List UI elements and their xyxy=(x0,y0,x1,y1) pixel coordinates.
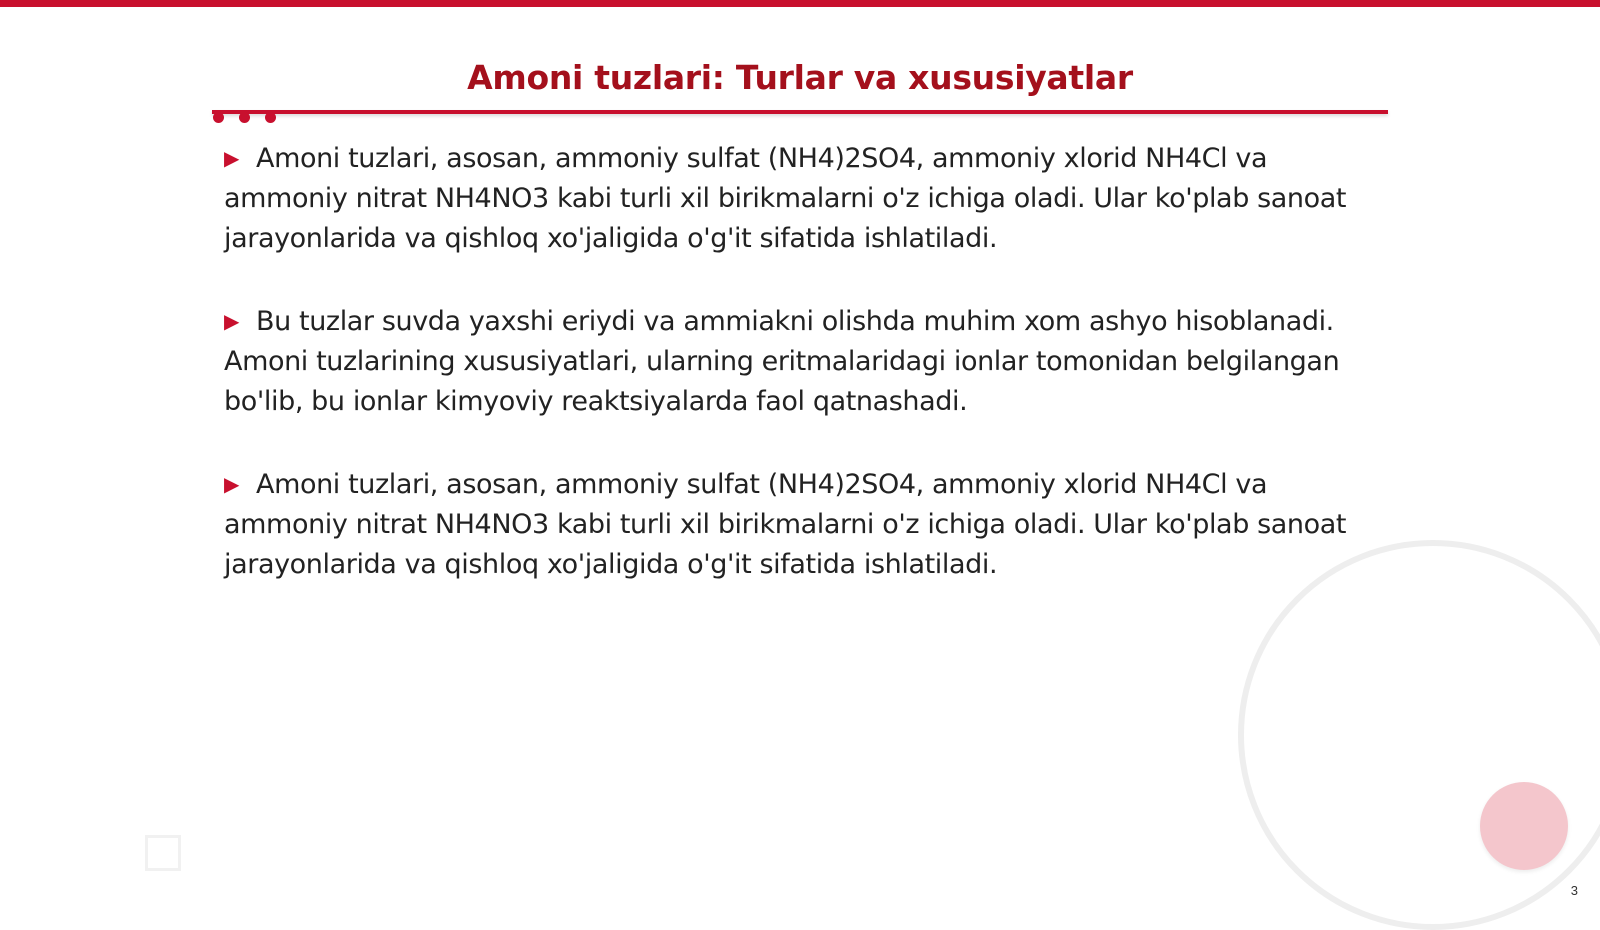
decorative-dot xyxy=(265,112,276,123)
decorative-dot xyxy=(239,112,250,123)
bullet-list xyxy=(224,138,1384,627)
bullet-item xyxy=(224,464,1384,585)
decorative-ring xyxy=(1238,540,1600,930)
top-accent-bar xyxy=(0,0,1600,7)
bullet-text: Amoni tuzlari, asosan, ammoniy sulfat (NH4)2SO4, ammoniy xlorid NH4Cl va ammoniy nitrat NH4NO3 kabi turli xil birikmalarni o'z ichiga oladi. Ular ko'plab sanoat jarayonlarida va qishloq xo'jaligida o'g'it sifatida ishlatiladi. xyxy=(224,143,1347,254)
slide-number: 3 xyxy=(1570,883,1578,898)
bullet-item xyxy=(224,301,1384,422)
right-triangle-arrow-icon: ▶ xyxy=(224,146,239,170)
bullet-text: Bu tuzlar suvda yaxshi eriydi va ammiakni olishda muhim xom ashyo hisoblanadi. Amoni tuzlarining xususiyatlari, ularning eritmalaridagi ionlar tomonidan belgilangan bo'lib, bu ionlar kimyoviy reaktsiyalarda faol qatnashadi. xyxy=(224,306,1340,417)
right-triangle-arrow-icon: ▶ xyxy=(224,309,239,333)
decorative-square xyxy=(145,835,181,871)
bullet-text: Amoni tuzlari, asosan, ammoniy sulfat (NH4)2SO4, ammoniy xlorid NH4Cl va ammoniy nitrat NH4NO3 kabi turli xil birikmalarni o'z ichiga oladi. Ular ko'plab sanoat jarayonlarida va qishloq xo'jaligida o'g'it sifatida ishlatiladi. xyxy=(224,469,1347,580)
decorative-pink-circle xyxy=(1480,782,1568,870)
title-underline xyxy=(212,110,1388,114)
bullet-item xyxy=(224,138,1384,259)
right-triangle-arrow-icon: ▶ xyxy=(224,472,239,496)
decorative-dot xyxy=(213,112,224,123)
slide-title: Amoni tuzlari: Turlar va xususiyatlar xyxy=(467,58,1133,97)
